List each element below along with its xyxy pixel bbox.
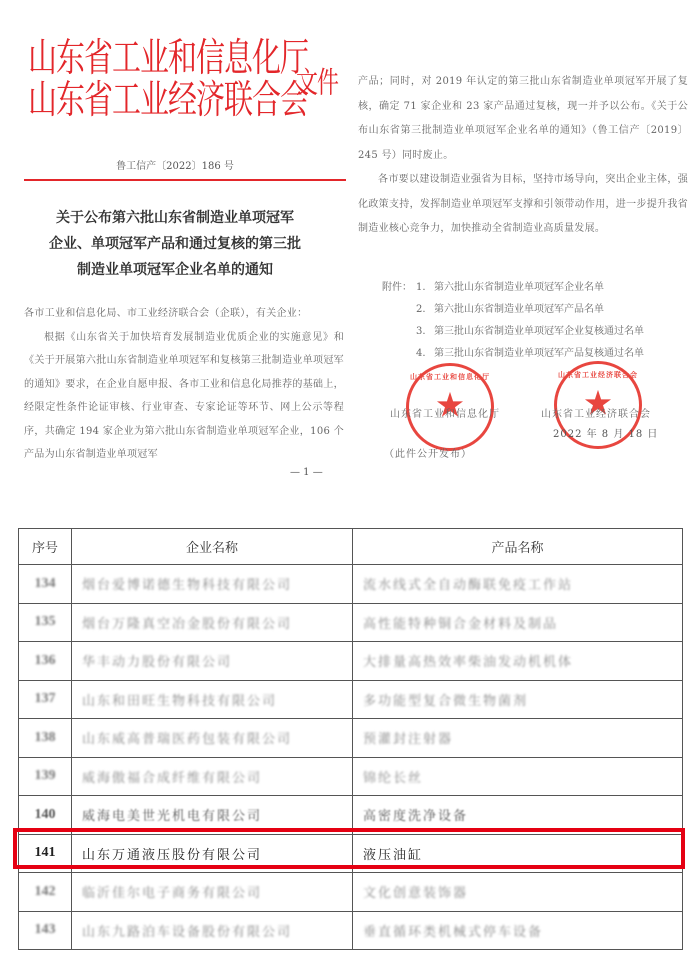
company-name: 烟台万隆真空冶金股份有限公司 xyxy=(72,603,353,642)
row-number: 134 xyxy=(19,565,72,604)
table-row xyxy=(19,911,683,950)
letterhead-line-2: 山东省工业经济联合会 xyxy=(28,76,309,123)
row-number: 140 xyxy=(19,796,72,835)
seal-text: 山东省工业经济联合会 xyxy=(558,370,638,379)
attachment-title: 第六批山东省制造业单项冠军产品名单 xyxy=(434,304,604,315)
company-name: 烟台爱博诺德生物科技有限公司 xyxy=(72,565,353,604)
letterhead-line-1: 山东省工业和信息化厅 xyxy=(28,34,309,81)
attachment-number: 2. xyxy=(416,304,426,315)
attachment-number: 3. xyxy=(416,326,426,337)
product-name: 大排量高热效率柴油发动机机体 xyxy=(353,642,683,681)
highlighted-table-row xyxy=(19,834,683,873)
column-header-company: 企业名称 xyxy=(72,529,353,565)
star-icon: ★ xyxy=(582,383,614,424)
row-number: 136 xyxy=(19,642,72,681)
page-number: — 1 — xyxy=(290,467,323,478)
table-header-row xyxy=(19,529,683,565)
row-number: 143 xyxy=(19,911,72,950)
issue-date: 2022 年 8 月 18 日 xyxy=(553,429,659,440)
company-name: 临沂佳尔电子商务有限公司 xyxy=(72,873,353,912)
product-name: 液压油缸 xyxy=(353,834,683,873)
table-row xyxy=(19,757,683,796)
attachment-title: 第三批山东省制造业单项冠军企业复核通过名单 xyxy=(434,326,644,337)
document-page-1 xyxy=(0,0,350,500)
attachment-item xyxy=(382,299,644,321)
notice-body-continued xyxy=(358,70,688,242)
column-header-product: 产品名称 xyxy=(353,529,683,565)
issuer-name: 山东省工业和信息化厅 xyxy=(390,409,500,420)
attachment-title: 第六批山东省制造业单项冠军企业名单 xyxy=(434,282,604,293)
attachment-title: 第三批山东省制造业单项冠军产品复核通过名单 xyxy=(434,348,644,359)
row-number: 142 xyxy=(19,873,72,912)
company-name: 山东万通液压股份有限公司 xyxy=(72,834,353,873)
red-letterhead xyxy=(28,20,348,123)
product-name: 锦纶长丝 xyxy=(353,757,683,796)
row-number: 139 xyxy=(19,757,72,796)
attachment-list xyxy=(382,277,644,365)
product-name: 文化创意装饰器 xyxy=(353,873,683,912)
star-icon: ★ xyxy=(434,385,466,426)
notice-body xyxy=(24,302,344,467)
company-name: 威海电美世光机电有限公司 xyxy=(72,796,353,835)
row-number: 137 xyxy=(19,680,72,719)
row-number: 138 xyxy=(19,719,72,758)
company-name: 威海傲福合成纤维有限公司 xyxy=(72,757,353,796)
company-name: 华丰动力股份有限公司 xyxy=(72,642,353,681)
table-row xyxy=(19,719,683,758)
company-name: 山东和田旺生物科技有限公司 xyxy=(72,680,353,719)
document-number: 鲁工信产〔2022〕186 号 xyxy=(116,161,234,172)
product-name: 预灌封注射器 xyxy=(353,719,683,758)
column-header-no: 序号 xyxy=(19,529,72,565)
attachment-number: 4. xyxy=(416,348,426,359)
row-number: 135 xyxy=(19,603,72,642)
issuer-name: 山东省工业经济联合会 xyxy=(541,409,651,420)
product-name: 多功能型复合微生物菌剂 xyxy=(353,680,683,719)
table-row xyxy=(19,680,683,719)
public-note: （此件公开发布） xyxy=(384,449,472,460)
product-name: 高性能特种铜合金材料及制品 xyxy=(353,603,683,642)
product-name: 垂直循环类机械式停车设备 xyxy=(353,911,683,950)
title-line: 制造业单项冠军企业名单的通知 xyxy=(77,262,273,278)
table-row xyxy=(19,796,683,835)
table-row xyxy=(19,873,683,912)
document-page-2 xyxy=(350,0,699,500)
attachment-label: 附件： xyxy=(382,282,412,293)
title-line: 关于公布第六批山东省制造业单项冠军 xyxy=(56,210,294,226)
attachment-number: 1. xyxy=(416,282,426,293)
product-name: 流水线式全自动酶联免疫工作站 xyxy=(353,565,683,604)
table-row xyxy=(19,565,683,604)
title-line: 企业、单项冠军产品和通过复核的第三批 xyxy=(49,236,301,252)
attachment-item xyxy=(382,277,644,299)
seal-text: 山东省工业和信息化厅 xyxy=(410,372,490,381)
letterhead-suffix: 文件 xyxy=(296,66,339,101)
row-number: 141 xyxy=(19,834,72,873)
salutation: 各市工业和信息化局、市工业经济联合会（企联），有关企业： xyxy=(24,308,308,319)
company-name: 山东九路泊车设备股份有限公司 xyxy=(72,911,353,950)
body-paragraph: 根据《山东省关于加快培育发展制造业优质企业的实施意见》和《关于开展第六批山东省制造业单项冠军和复核第三批制造业单项冠军的通知》要求，在企业自愿申报、各市工业和信息化局推荐的基础上，经限定性条件论证审核、行业审查、专家论证等环节、网上公示等程序，共确定 194 家企业为第六批山东省制造业单项冠军企业，106 个产品为山东省制造业单项冠军 xyxy=(24,331,344,460)
notice-title xyxy=(0,205,350,283)
attachment-item xyxy=(382,321,644,343)
product-name: 高密度洗净设备 xyxy=(353,796,683,835)
company-name: 山东威高普瑞医药包装有限公司 xyxy=(72,719,353,758)
table-row xyxy=(19,603,683,642)
body-paragraph: 产品；同时，对 2019 年认定的第三批山东省制造业单项冠军开展了复核，确定 71 家企业和 23 家产品通过复核，现一并予以公布。《关于公布山东省第三批制造业单项冠军企业名单的通知》（鲁工信产〔2019〕245 号）同时废止。 xyxy=(358,76,688,161)
table-row xyxy=(19,642,683,681)
body-paragraph: 各市要以建设制造业强省为目标，坚持市场导向，突出企业主体，强化政策支持，发挥制造业单项冠军支撑和引领带动作用，进一步提升我省制造业核心竞争力，加快推动全省制造业高质量发展。 xyxy=(358,174,688,234)
champion-list-table xyxy=(18,528,682,950)
red-divider xyxy=(24,179,346,181)
